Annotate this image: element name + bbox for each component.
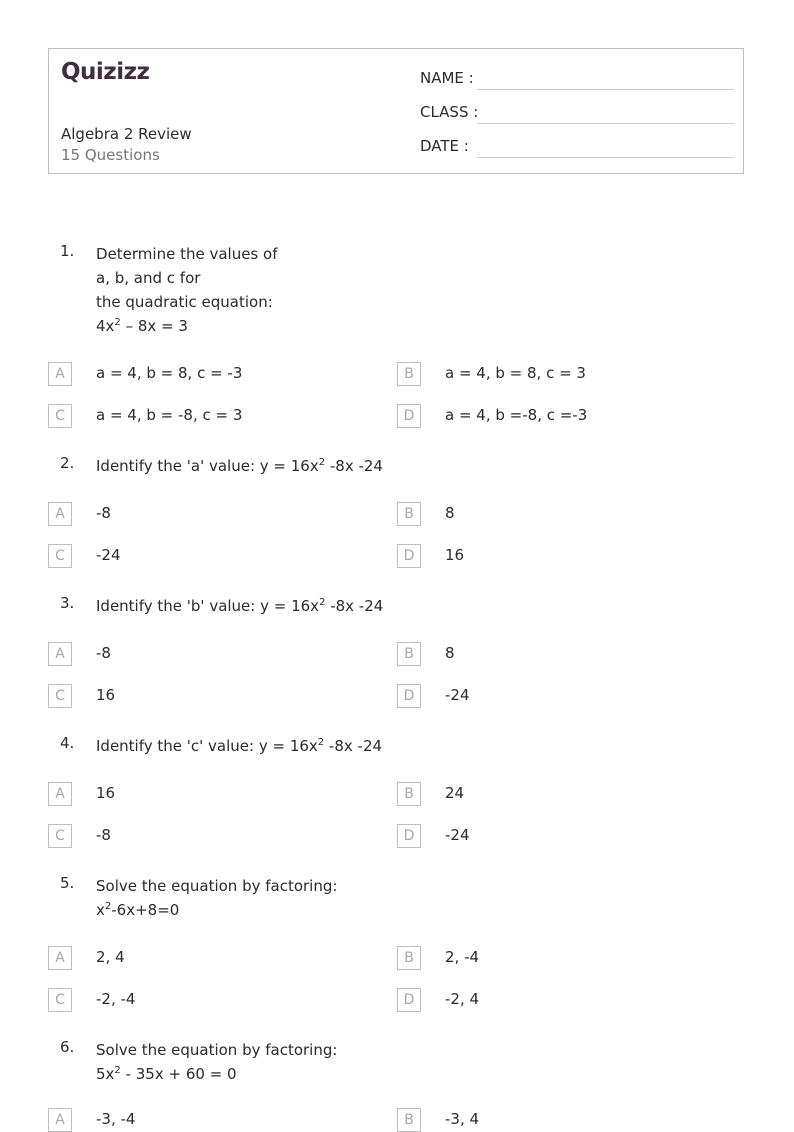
name-label: NAME : [420, 69, 474, 87]
option-letter-box[interactable]: C [48, 684, 72, 708]
option-letter-box[interactable]: B [397, 946, 421, 970]
answer-option-c[interactable] [48, 684, 378, 708]
answer-option-b[interactable] [397, 642, 727, 666]
equation-part: -8x -24 [325, 457, 383, 475]
option-letter-box[interactable]: D [397, 544, 421, 568]
answer-option-b[interactable] [397, 1108, 727, 1132]
option-text: 16 [96, 686, 116, 704]
option-letter-box[interactable]: A [48, 1108, 72, 1132]
option-text: a = 4, b =-8, c =-3 [445, 406, 588, 424]
equation-part: 5x [96, 1065, 115, 1083]
option-letter-box[interactable]: B [397, 782, 421, 806]
option-letter-box[interactable]: B [397, 642, 421, 666]
equation-part: -8x -24 [324, 737, 383, 755]
option-text: a = 4, b = -8, c = 3 [96, 406, 243, 424]
option-letter-box[interactable]: B [397, 1108, 421, 1132]
option-letter-box[interactable]: D [397, 988, 421, 1012]
answer-option-d[interactable] [397, 988, 727, 1012]
answer-option-c[interactable] [48, 544, 378, 568]
question-equation [96, 898, 396, 922]
answer-option-d[interactable] [397, 824, 727, 848]
exponent: 2 [104, 901, 112, 912]
date-field [420, 137, 734, 157]
option-text: -24 [96, 546, 121, 564]
quizizz-logo [61, 59, 149, 85]
option-text: 8 [445, 644, 455, 662]
question-equation [96, 734, 396, 758]
answer-option-d[interactable] [397, 544, 727, 568]
question-text [96, 874, 396, 922]
answer-option-a[interactable] [48, 642, 378, 666]
answer-option-b[interactable] [397, 782, 727, 806]
option-text: 8 [445, 504, 455, 522]
worksheet-title: Algebra 2 Review [61, 125, 192, 143]
option-text: 2, -4 [445, 948, 480, 966]
question-number: 5. [60, 874, 75, 892]
date-line[interactable] [477, 157, 734, 158]
equation-part: Identify the 'a' value: y = 16x [96, 457, 319, 475]
option-text: 2, 4 [96, 948, 125, 966]
answer-option-a[interactable] [48, 782, 378, 806]
option-letter-box[interactable]: A [48, 362, 72, 386]
option-letter-box[interactable]: C [48, 544, 72, 568]
answer-option-c[interactable] [48, 988, 378, 1012]
question-text [96, 734, 396, 758]
option-letter-box[interactable]: B [397, 362, 421, 386]
equation-part: Identify the 'b' value: y = 16x [96, 597, 320, 615]
answer-option-a[interactable] [48, 1108, 378, 1132]
answer-option-b[interactable] [397, 502, 727, 526]
question-line: Solve the equation by factoring: [96, 1041, 338, 1059]
option-text: 24 [445, 784, 465, 802]
answer-option-a[interactable] [48, 946, 378, 970]
date-label: DATE : [420, 137, 469, 155]
answer-option-c[interactable] [48, 824, 378, 848]
exponent: 2 [114, 317, 121, 328]
option-text: -2, -4 [96, 990, 136, 1008]
option-letter-box[interactable]: D [397, 684, 421, 708]
equation-part: Identify the 'c' value: y = 16x [96, 737, 318, 755]
exponent: 2 [318, 457, 326, 468]
answer-option-d[interactable] [397, 684, 727, 708]
question-line: Solve the equation by factoring: [96, 877, 338, 895]
question-line: a, b, and c for [96, 269, 201, 287]
answer-option-c[interactable] [48, 404, 378, 428]
question-number: 4. [60, 734, 75, 752]
class-line[interactable] [477, 123, 734, 124]
exponent: 2 [317, 737, 325, 748]
option-letter-box[interactable]: C [48, 404, 72, 428]
option-text: -2, 4 [445, 990, 480, 1008]
equation-part: – 8x = 3 [120, 317, 188, 335]
option-letter-box[interactable]: A [48, 946, 72, 970]
class-field [420, 103, 734, 123]
question-line: the quadratic equation: [96, 293, 273, 311]
option-letter-box[interactable]: A [48, 502, 72, 526]
question-equation [96, 454, 396, 478]
worksheet-header [48, 48, 744, 174]
option-text: 16 [445, 546, 465, 564]
option-letter-box[interactable]: D [397, 824, 421, 848]
answer-option-b[interactable] [397, 362, 727, 386]
question-text [96, 454, 396, 478]
equation-part: -8x -24 [325, 597, 384, 615]
option-text: a = 4, b = 8, c = 3 [445, 364, 586, 382]
question-equation [96, 314, 396, 338]
answer-option-a[interactable] [48, 362, 378, 386]
question-number: 1. [60, 242, 75, 260]
logo-text: Quizizz [61, 59, 150, 85]
option-letter-box[interactable]: C [48, 988, 72, 1012]
option-letter-box[interactable]: A [48, 782, 72, 806]
question-text [96, 1038, 396, 1086]
question-text [96, 242, 396, 338]
equation-part: - 35x + 60 = 0 [120, 1065, 237, 1083]
name-field [420, 69, 734, 89]
exponent: 2 [114, 1065, 121, 1076]
option-text: -8 [96, 826, 111, 844]
question-equation [96, 594, 396, 618]
equation-part: -6x+8=0 [111, 901, 180, 919]
question-line: Determine the values of [96, 245, 278, 263]
option-letter-box[interactable]: C [48, 824, 72, 848]
question-equation [96, 1062, 396, 1086]
option-text: -8 [96, 644, 111, 662]
answer-option-d[interactable] [397, 404, 727, 428]
exponent: 2 [319, 597, 326, 608]
option-text: -8 [96, 504, 111, 522]
option-text: -3, -4 [96, 1110, 136, 1128]
equation-part: 4x [96, 317, 115, 335]
answer-option-b[interactable] [397, 946, 727, 970]
option-text: -3, 4 [445, 1110, 480, 1128]
question-count: 15 Questions [61, 146, 160, 164]
question-number: 2. [60, 454, 75, 472]
option-text: a = 4, b = 8, c = -3 [96, 364, 243, 382]
option-text: 16 [96, 784, 116, 802]
question-number: 3. [60, 594, 75, 612]
question-text [96, 594, 396, 618]
question-number: 6. [60, 1038, 75, 1056]
class-label: CLASS : [420, 103, 479, 121]
answer-option-a[interactable] [48, 502, 378, 526]
option-text: -24 [445, 686, 470, 704]
option-letter-box[interactable]: A [48, 642, 72, 666]
option-text: -24 [445, 826, 470, 844]
option-letter-box[interactable]: B [397, 502, 421, 526]
option-letter-box[interactable]: D [397, 404, 421, 428]
name-line[interactable] [477, 89, 734, 90]
equation-part: x [96, 901, 105, 919]
